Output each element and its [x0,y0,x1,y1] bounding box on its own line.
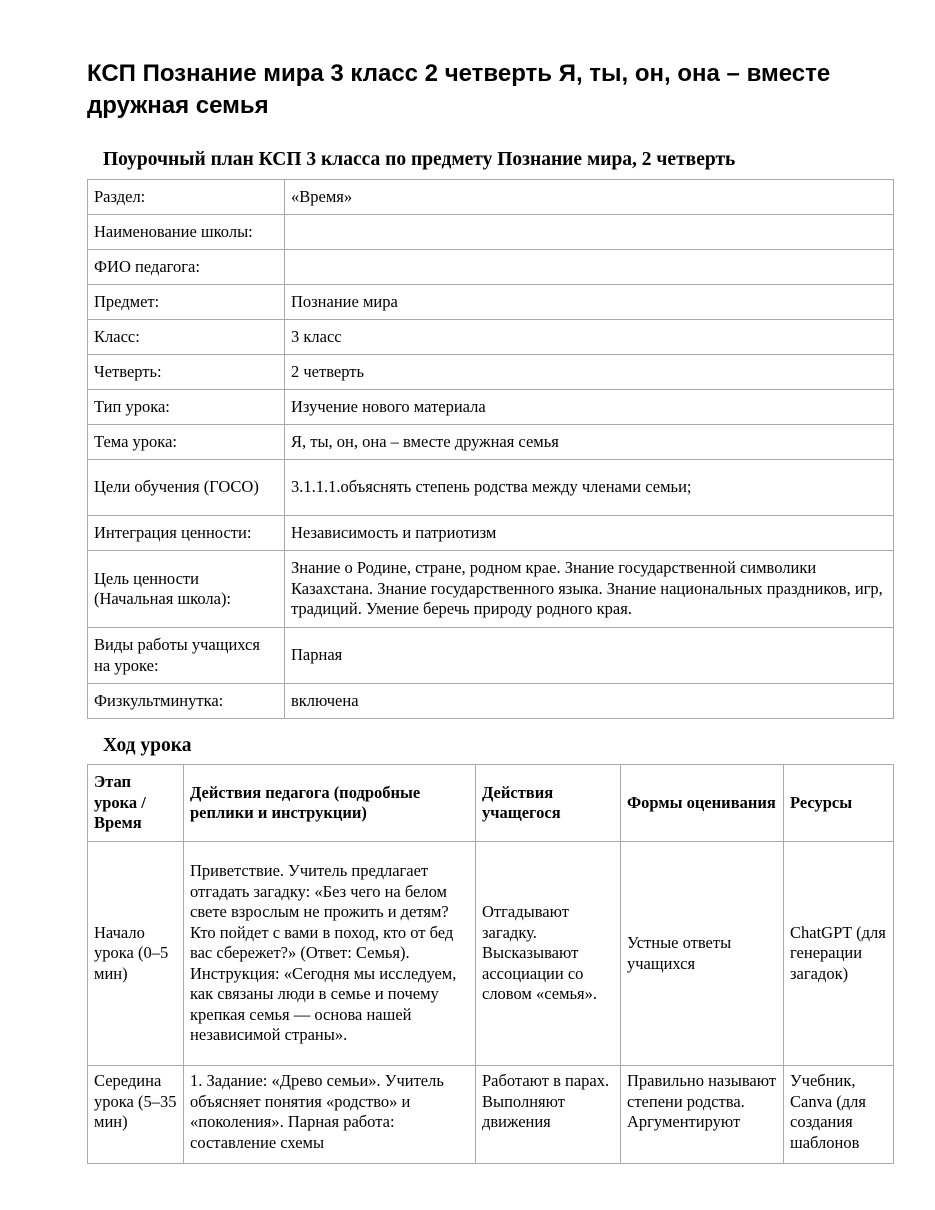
header-student-actions: Действия учащегося [476,765,621,842]
info-label: Четверть: [88,355,285,390]
info-label: Интеграция ценности: [88,516,285,551]
student-actions-cell: Отгадывают загадку. Высказывают ассоциации со словом «семья». [476,842,621,1066]
info-value: Независимость и патриотизм [285,516,894,551]
info-row [88,628,894,684]
info-value: «Время» [285,180,894,215]
info-row [88,516,894,551]
info-row [88,215,894,250]
stage-cell: Середина урока (5–35 мин) [88,1066,184,1164]
document-title: КСП Познание мира 3 класс 2 четверть Я, ты, он, она – вместе дружная семья [87,60,831,119]
info-row [88,390,894,425]
info-label: Физкультминутка: [88,684,285,719]
info-value: 3 класс [285,320,894,355]
info-row [88,684,894,719]
lesson-header-row [88,765,894,842]
info-value: Я, ты, он, она – вместе дружная семья [285,425,894,460]
stage-cell: Начало урока (0–5 мин) [88,842,184,1066]
teacher-actions-cell: 1. Задание: «Древо семьи». Учитель объясняет понятия «родство» и «поколения». Парная работа: составление схемы [184,1066,476,1164]
info-label: Тема урока: [88,425,285,460]
info-value: Парная [285,628,894,684]
info-row [88,425,894,460]
info-label: Тип урока: [88,390,285,425]
info-label: Наименование школы: [88,215,285,250]
header-stage: Этап урока / Время [88,765,184,842]
info-label: Цель ценности (Начальная школа): [88,551,285,628]
lesson-row [88,842,894,1066]
info-label: Цели обучения (ГОСО) [88,460,285,516]
assessment-cell: Правильно называют степени родства. Аргументируют [621,1066,784,1164]
info-label: Виды работы учащихся на уроке: [88,628,285,684]
info-row [88,460,894,516]
info-value: Знание о Родине, стране, родном крае. Знание государственной символики Казахстана. Знание государственного языка. Знание национальных праздников, игр, традиций. Умение беречь природу родного края. [285,551,894,628]
info-label: ФИО педагога: [88,250,285,285]
assessment-cell: Устные ответы учащихся [621,842,784,1066]
lesson-info-table [87,179,894,719]
info-value: Познание мира [285,285,894,320]
info-heading: Поурочный план КСП 3 класса по предмету Познание мира, 2 четверть [103,149,736,170]
info-value: Изучение нового материала [285,390,894,425]
info-value: 3.1.1.1.объяснять степень родства между членами семьи; [285,460,894,516]
info-row [88,551,894,628]
lesson-row [88,1066,894,1164]
info-value: 2 четверть [285,355,894,390]
info-row [88,320,894,355]
info-row [88,355,894,390]
resources-cell: ChatGPT (для генерации загадок) [784,842,894,1066]
info-row [88,180,894,215]
info-label: Раздел: [88,180,285,215]
lesson-flow-table [87,764,894,1164]
info-label: Предмет: [88,285,285,320]
info-label: Класс: [88,320,285,355]
info-value [285,215,894,250]
info-row [88,250,894,285]
resources-cell: Учебник, Canva (для создания шаблонов [784,1066,894,1164]
teacher-actions-cell: Приветствие. Учитель предлагает отгадать загадку: «Без чего на белом свете взрослым не прожить и детям? Кто пойдет с вами в поход, кто от бед вас сбережет?» (Ответ: Семья). Инструкция: «Сегодня мы исследуем, как связаны люди в семье и почему крепкая семья — основа нашей независимой страны». [184,842,476,1066]
header-resources: Ресурсы [784,765,894,842]
header-assessment: Формы оценивания [621,765,784,842]
info-value: включена [285,684,894,719]
header-teacher-actions: Действия педагога (подробные реплики и инструкции) [184,765,476,842]
student-actions-cell: Работают в парах. Выполняют движения [476,1066,621,1164]
info-value [285,250,894,285]
lesson-heading: Ход урока [103,735,192,756]
info-row [88,285,894,320]
